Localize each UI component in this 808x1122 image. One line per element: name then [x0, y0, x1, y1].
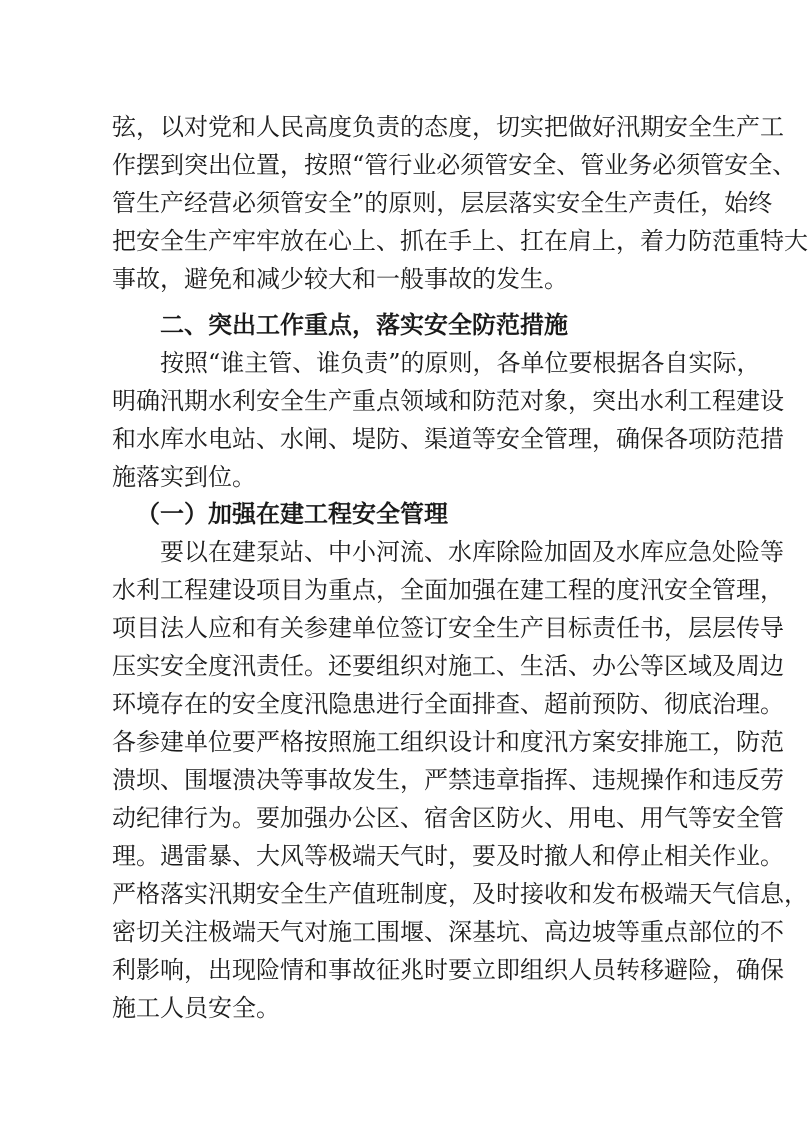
- text-line: 管生产经营必须管安全”的原则，层层落实安全生产责任，始终: [112, 189, 773, 217]
- text-line: 压实安全度汛责任。还要组织对施工、生活、办公等区域及周边: [112, 652, 784, 680]
- text-line: 弦，以对党和人民高度负责的态度，切实把做好汛期安全生产工: [112, 113, 784, 141]
- text-line: 密切关注极端天气对施工围堰、深基坑、高边坡等重点部位的不: [112, 918, 784, 946]
- text-line: 利影响，出现险情和事故征兆时要立即组织人员转移避险，确保: [112, 956, 784, 984]
- text-line: 施落实到位。: [112, 463, 256, 491]
- text-line: 动纪律行为。要加强办公区、宿舍区防火、用电、用气等安全管: [112, 804, 784, 832]
- subsection-heading: （一）加强在建工程安全管理: [136, 499, 448, 528]
- text-line: 按照“谁主管、谁负责”的原则，各单位要根据各自实际，: [160, 349, 761, 377]
- text-line: 溃坝、围堰溃决等事故发生，严禁违章指挥、违规操作和违反劳: [112, 766, 784, 794]
- text-line: 施工人员安全。: [112, 994, 280, 1022]
- text-line: 环境存在的安全度汛隐患进行全面排查、超前预防、彻底治理。: [112, 690, 784, 718]
- text-line: 项目法人应和有关参建单位签订安全生产目标责任书，层层传导: [112, 614, 784, 642]
- section-heading: 二、突出工作重点，落实安全防范措施: [160, 311, 568, 339]
- text-line: 严格落实汛期安全生产值班制度，及时接收和发布极端天气信息，: [112, 880, 808, 908]
- text-line: 明确汛期水利安全生产重点领域和防范对象，突出水利工程建设: [112, 387, 784, 415]
- text-line: 事故，避免和减少较大和一般事故的发生。: [112, 265, 568, 293]
- text-line: 和水库水电站、水闸、堤防、渠道等安全管理，确保各项防范措: [112, 425, 784, 453]
- text-line: 作摆到突出位置，按照“管行业必须管安全、管业务必须管安全、: [112, 151, 797, 179]
- text-line: 理。遇雷暴、大风等极端天气时，要及时撤人和停止相关作业。: [112, 842, 784, 870]
- text-line: 各参建单位要严格按照施工组织设计和度汛方案安排施工，防范: [112, 728, 784, 756]
- text-line: 要以在建泵站、中小河流、水库除险加固及水库应急处险等: [160, 538, 784, 566]
- text-line: 水利工程建设项目为重点，全面加强在建工程的度汛安全管理，: [112, 576, 784, 604]
- text-line: 把安全生产牢牢放在心上、抓在手上、扛在肩上，着力防范重特大: [112, 227, 808, 255]
